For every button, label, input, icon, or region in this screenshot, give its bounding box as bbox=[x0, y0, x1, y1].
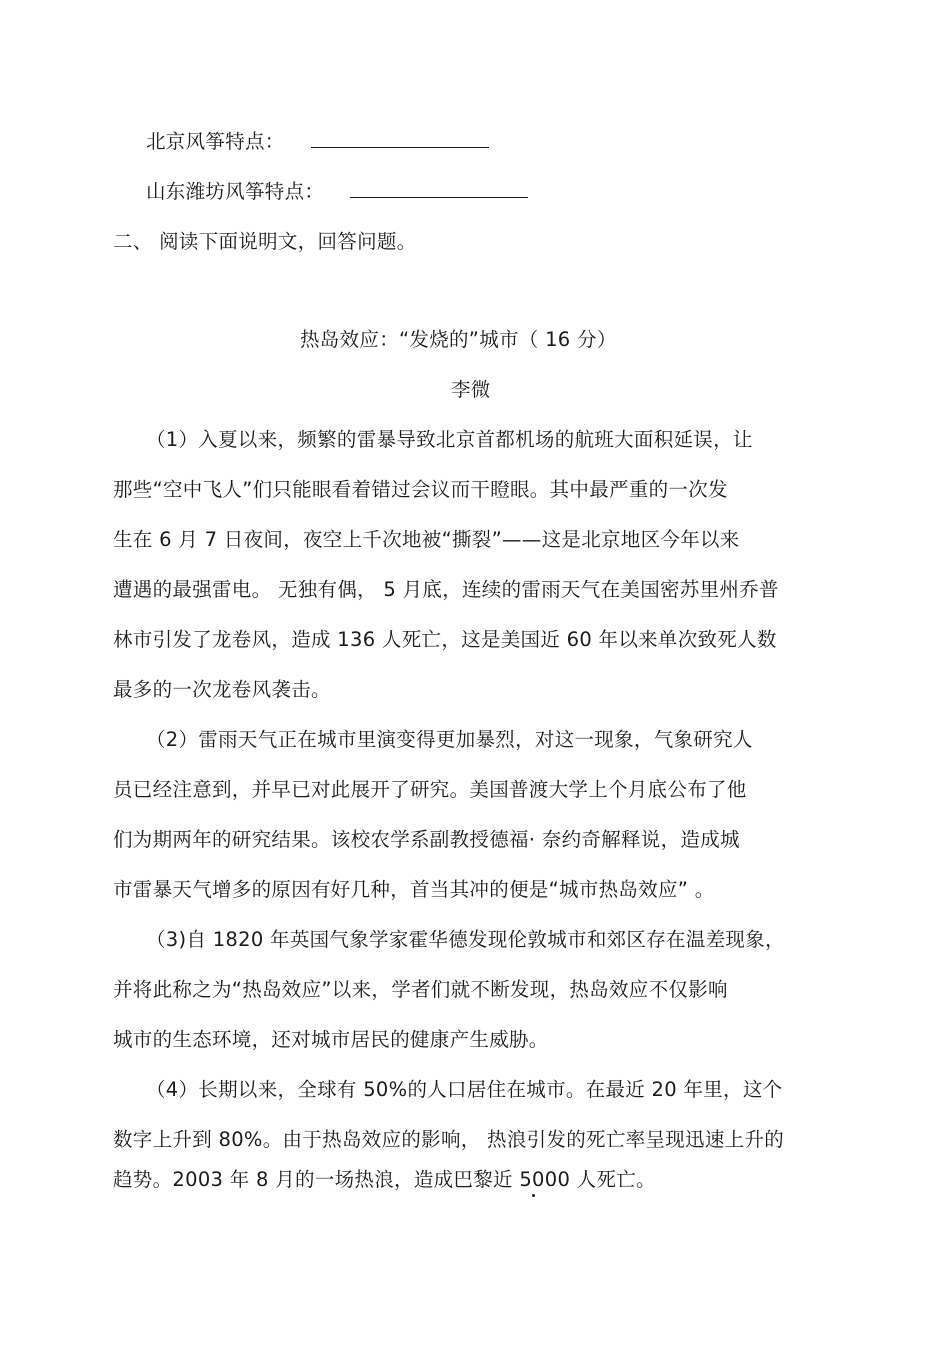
body-line: 林市引发了龙卷风，造成 136 人死亡，这是美国近 60 年以来单次致死人数 bbox=[113, 628, 777, 651]
article-author: 李微 bbox=[451, 378, 491, 401]
body-line: 遭遇的最强雷电。 无独有偶， 5 月底，连续的雷雨天气在美国密苏里州乔普 bbox=[113, 578, 779, 601]
fill-in-beijing bbox=[146, 128, 489, 156]
fill-in-beijing-label: 北京风筝特点： bbox=[146, 130, 285, 153]
body-line: 们为期两年的研究结果。该校农学系副教授德福· 奈约奇解释说，造成城 bbox=[113, 828, 740, 851]
body-line: 数字上升到 80%。由于热岛效应的影响， 热浪引发的死亡率呈现迅速上升的 bbox=[113, 1128, 785, 1151]
fill-in-shandong bbox=[146, 178, 528, 206]
body-line: 城市的生态环境，还对城市居民的健康产生威胁。 bbox=[113, 1028, 549, 1051]
body-line: 最多的一次龙卷风袭击。 bbox=[113, 678, 331, 701]
fill-in-shandong-label: 山东潍坊风筝特点： bbox=[146, 180, 325, 203]
body-line: （1）入夏以来，频繁的雷暴导致北京首都机场的航班大面积延误，让 bbox=[146, 428, 753, 451]
article-title: 热岛效应：“发烧的”城市（ 16 分） bbox=[300, 328, 617, 351]
emphasis-dot bbox=[532, 1194, 535, 1197]
body-line: 生在 6 月 7 日夜间，夜空上千次地被“撕裂”——这是北京地区今年以来 bbox=[113, 528, 740, 551]
answer-blank-shandong bbox=[350, 189, 528, 198]
body-line: 那些“空中飞人”们只能眼看着错过会议而干瞪眼。其中最严重的一次发 bbox=[113, 478, 728, 501]
body-line: 员已经注意到，并早已对此展开了研究。美国普渡大学上个月底公布了他 bbox=[113, 778, 747, 801]
body-line: 市雷暴天气增多的原因有好几种，首当其冲的便是“城市热岛效应” 。 bbox=[113, 878, 715, 901]
body-line: 并将此称之为“热岛效应”以来，学者们就不断发现，热岛效应不仅影响 bbox=[113, 978, 728, 1001]
body-line: （4）长期以来，全球有 50%的人口居住在城市。在最近 20 年里，这个 bbox=[146, 1078, 783, 1101]
answer-blank-beijing bbox=[311, 139, 489, 148]
body-line: （2）雷雨天气正在城市里演变得更加暴烈，对这一现象，气象研究人 bbox=[146, 728, 753, 751]
body-line: 趋势。2003 年 8 月的一场热浪，造成巴黎近 5000 人死亡。 bbox=[113, 1168, 656, 1191]
section-heading: 二、 阅读下面说明文，回答问题。 bbox=[113, 230, 417, 253]
body-line: （3)自 1820 年英国气象学家霍华德发现伦敦城市和郊区存在温差现象， bbox=[146, 928, 785, 951]
